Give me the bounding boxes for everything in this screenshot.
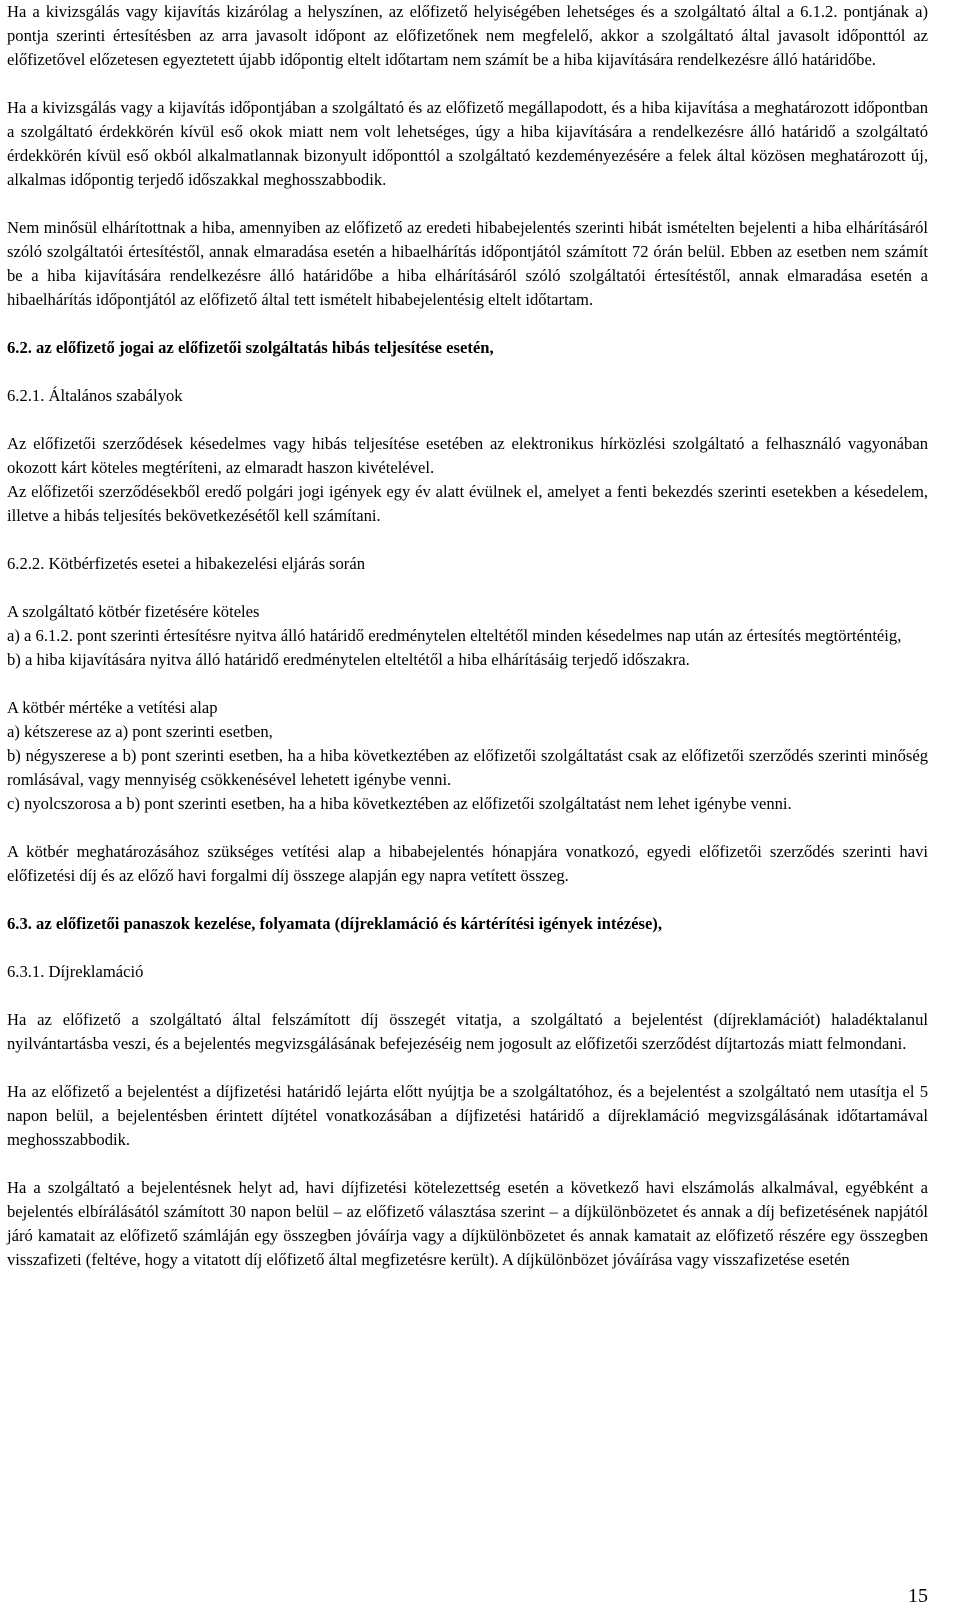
paragraph-limitation: Az előfizetői szerződésekből eredő polgári jogi igények egy év alatt évülnek el, amelyet a fenti bekezdés szerinti esetekben a késedelem, illetve a hibás teljesítés bekövetkezésétől kell számítani. bbox=[7, 482, 928, 525]
subsection-heading-6-2-2: 6.2.2. Kötbérfizetés esetei a hibakezelési eljárás során bbox=[7, 554, 365, 573]
penalty-intro: A szolgáltató kötbér fizetésére köteles bbox=[7, 602, 260, 621]
paragraph-base-amount: A kötbér meghatározásához szükséges vetítési alap a hibabejelentés hónapjára vonatkozó, egyedi előfizetői szerződés szerinti havi előfizetési díj és az előző havi forgalmi díj összege alapján egy napra vetített összeg. bbox=[7, 842, 928, 885]
page-number: 15 bbox=[908, 1585, 928, 1607]
paragraph-deadline-extension: Ha az előfizető a bejelentést a díjfizetési határidő lejárta előtt nyújtja be a szolgáltatóhoz, és a bejelentést a szolgáltató nem utasítja el 5 napon belül, a bejelentésben érintett díjtétel vonatkozásában a díjfizetési határidő a díjreklamáció megvizsgálásának időtartamával meghosszabbodik. bbox=[7, 1082, 928, 1149]
penalty-rate-c: c) nyolcszorosa a b) pont szerinti esetben, ha a hiba következtében az előfizetői szolgáltatást nem lehet igénybe venni. bbox=[7, 794, 792, 813]
paragraph-fee-dispute: Ha az előfizető a szolgáltató által felszámított díj összegét vitatja, a szolgáltató a bejelentést (díjreklamációt) haladéktalanul nyilvántartásba veszi, és a bejelentés megvizsgálásának befejezéséig nem jogosult az előfizetői szerződést díjtartozás miatt felmondani. bbox=[7, 1010, 928, 1053]
section-heading-6-2: 6.2. az előfizető jogai az előfizetői szolgáltatás hibás teljesítése esetén, bbox=[7, 338, 494, 357]
subsection-heading-6-2-1: 6.2.1. Általános szabályok bbox=[7, 386, 183, 405]
page-content bbox=[7, 0, 928, 1272]
penalty-item-b: b) a hiba kijavítására nyitva álló határidő eredménytelen elteltétől a hiba elhárításáig terjedő időszakra. bbox=[7, 650, 690, 669]
penalty-item-a: a) a 6.1.2. pont szerinti értesítésre nyitva álló határidő eredménytelen elteltétől minden késedelmes nap után az értesítés megtörténtéig, bbox=[7, 626, 902, 645]
penalty-rate-a: a) kétszerese az a) pont szerinti esetben, bbox=[7, 722, 273, 741]
penalty-rate-intro: A kötbér mértéke a vetítési alap bbox=[7, 698, 218, 717]
paragraph-onsite-repair: Ha a kivizsgálás vagy kijavítás kizárólag a helyszínen, az előfizető helyiségében lehetséges és a szolgáltató által a 6.1.2. pontjának a) pontja szerinti értesítésben az arra javasolt időpont az előfizetőnek nem megfelelő, akkor a szolgáltató által javasolt időponttól az előfizetővel előzetesen egyeztetett újabb időpontig eltelt időtartam nem számít be a hiba kijavítására rendelkezésre álló határidőbe. bbox=[7, 2, 928, 69]
section-heading-6-3: 6.3. az előfizetői panaszok kezelése, folyamata (díjreklamáció és kártérítési igények intézése), bbox=[7, 914, 662, 933]
penalty-rate-b: b) négyszerese a b) pont szerinti esetben, ha a hiba következtében az előfizetői szolgáltatást csak az előfizetői szerződés szerinti minőség romlásával, vagy mennyiség csökkenésével lehetett igénybe venni. bbox=[7, 746, 928, 789]
subsection-heading-6-3-1: 6.3.1. Díjreklamáció bbox=[7, 962, 144, 981]
paragraph-agreed-time-extension: Ha a kivizsgálás vagy a kijavítás időpontjában a szolgáltató és az előfizető megállapodott, és a hiba kijavítása a meghatározott időpontban a szolgáltató érdekkörén kívül eső okok miatt nem volt lehetséges, úgy a hiba kijavítására a rendelkezésre álló határidő a szolgáltató érdekkörén kívül eső okból alkalmatlannak bizonyult időponttól a szolgáltató kezdeményezésére a felek által közösen meghatározott új, alkalmas időpontig terjedő időszakkal meghosszabbodik. bbox=[7, 98, 928, 189]
paragraph-not-fixed-fault: Nem minősül elhárítottnak a hiba, amennyiben az előfizető az eredeti hibabejelentés szerinti hibát ismételten bejelenti a hiba elhárításáról szóló szolgáltatói értesítéstől, annak elmaradása esetén a hibaelhárítás időpontjától számított 72 órán belül. Ebben az esetben nem számít be a hiba kijavítására rendelkezésre álló határidőbe a hiba elhárításáról szóló szolgáltatói értesítéstől, annak elmaradása esetén a hibaelhárítás időpontjától az előfizető által tett ismételt hibabejelentésig eltelt időtartam. bbox=[7, 218, 928, 309]
paragraph-refund: Ha a szolgáltató a bejelentésnek helyt ad, havi díjfizetési kötelezettség esetén a következő havi elszámolás alkalmával, egyébként a bejelentés elbírálásától számított 30 napon belül – az előfizető választása szerint – a díjkülönbözetet és annak a díj befizetésének napjától járó kamatait az előfizető számláján egy összegben jóváírja vagy a díjkülönbözetet és annak kamatait az előfizető részére egy összegben visszafizeti (feltéve, hogy a vitatott díj előfizető által megfizetésre került). A díjkülönbözet jóváírása vagy visszafizetése esetén bbox=[7, 1178, 928, 1269]
paragraph-damages: Az előfizetői szerződések késedelmes vagy hibás teljesítése esetében az elektronikus hírközlési szolgáltató a felhasználó vagyonában okozott kárt köteles megtéríteni, az elmaradt haszon kivételével. bbox=[7, 434, 928, 477]
